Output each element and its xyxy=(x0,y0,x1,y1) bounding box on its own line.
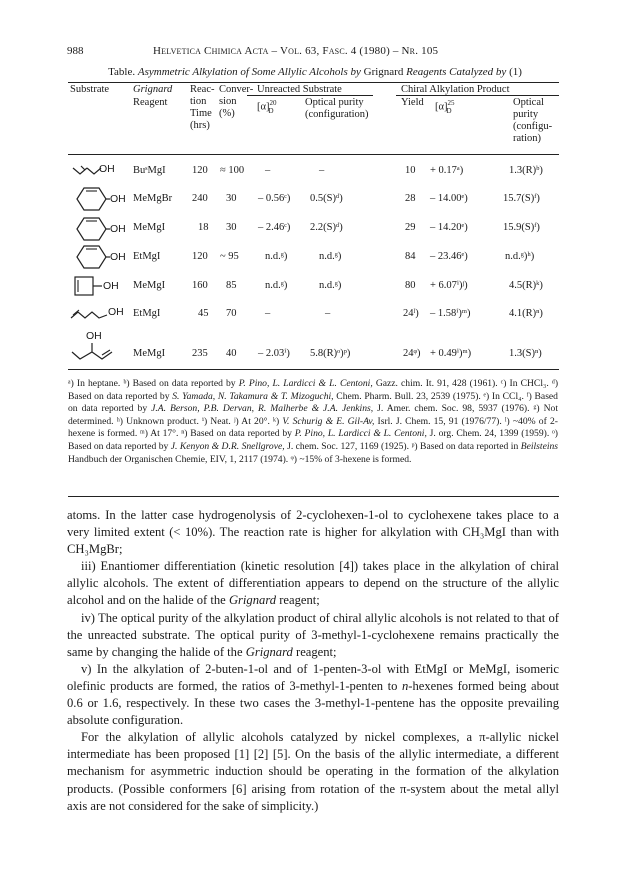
oh-label: OH xyxy=(110,193,126,205)
cyclohexene-icon xyxy=(70,243,110,273)
group-chiral-product: Chiral Alkylation Product xyxy=(401,84,510,95)
cell-yield: 24ˡ) xyxy=(403,308,419,319)
substrate-2-cyclohexen-1-ol-b xyxy=(70,215,140,245)
paragraph: iv) The optical purity of the alkylation product of chiral allylic alcohols is not related to that of the unreacted substrate. The optical purity of 3-methyl-1-cyclohexene remains practically the same by changing the halide of the Grignard reagent; xyxy=(67,610,559,659)
cell-op-product: 15.9(S)ᶠ) xyxy=(503,222,540,233)
cell-time: 160 xyxy=(192,280,208,291)
cell-alpha-unreacted: – xyxy=(265,308,271,319)
group-unreacted-substrate: Unreacted Substrate xyxy=(257,84,342,95)
oh-label: OH xyxy=(99,163,115,175)
paragraph: atoms. In the latter case hydrogenolysis of 2-cyclohexen-1-ol to cyclohexene takes place to a very limited extent (< 10%). The reaction rate is higher for alkylation with CH₃MgI than with CH₃MgBr; xyxy=(67,508,559,557)
header-bottom-rule xyxy=(68,154,559,155)
cell-conversion: 85 xyxy=(226,280,237,291)
caption-title: Asymmetric Alkylation of Some Allylic Alcohols by xyxy=(137,66,361,78)
cell-conversion: 30 xyxy=(226,222,237,233)
cell-time: 240 xyxy=(192,193,208,204)
body-text xyxy=(67,507,559,815)
cell-grignard: MeMgBr xyxy=(133,193,173,204)
oh-label: OH xyxy=(86,330,102,342)
cell-op-product: 4.5(R)ᵏ) xyxy=(509,280,543,291)
cell-yield: 24ᵠ) xyxy=(403,348,421,359)
cell-grignard: MeMgI xyxy=(133,222,166,233)
cell-time: 120 xyxy=(192,165,208,176)
table-top-rule xyxy=(68,82,559,83)
cyclohexene-icon xyxy=(70,185,110,215)
cell-conversion: 30 xyxy=(226,193,237,204)
col-alpha-unreacted: $[\alpha]^{20}_D$ xyxy=(257,99,277,115)
caption-prefix: Table. xyxy=(108,66,136,78)
cell-yield: 84 xyxy=(405,251,416,262)
caption-reagent: Grignard xyxy=(363,66,404,78)
cell-op-unreacted: 0.5(S)ᵈ) xyxy=(310,193,343,204)
cell-grignard: EtMgI xyxy=(133,251,161,262)
cell-conversion: ≈ 100 xyxy=(220,165,245,176)
oh-label: OH xyxy=(103,280,119,292)
caption-mid: Reagents Catalyzed by xyxy=(406,66,507,78)
cell-alpha-product: + 6.07ⁱ)ʲ) xyxy=(430,280,468,291)
cell-op-unreacted: n.d.ᵍ) xyxy=(319,251,342,262)
cell-alpha-product: – 23.46ᵉ) xyxy=(430,251,468,262)
col-yield: Yield xyxy=(401,97,424,108)
cell-op-product: 4.1(R)ⁿ) xyxy=(509,308,543,319)
table-caption xyxy=(70,66,560,78)
col-optical-purity-unreacted: Optical purity (configuration) xyxy=(305,97,369,120)
cell-time: 18 xyxy=(198,222,209,233)
cell-grignard: EtMgI xyxy=(133,308,161,319)
oh-label: OH xyxy=(110,223,126,235)
cell-grignard: BuˢMgI xyxy=(133,165,166,176)
caption-catalyst: (1) xyxy=(509,66,522,78)
oh-label: OH xyxy=(110,251,126,263)
paragraph: For the alkylation of allylic alcohols catalyzed by nickel complexes, a π-allylic nickel intermediate has been proposed [1] [2] [5]. On the basis of the allylic intermediate, a different mechanism for asymmetric induction should be operating in the formation of the alkylation products. (Possible conformers [6] arising from rotation of the π-system about the metal allyl axis are not considered for the sake of simplicity.) xyxy=(67,730,559,813)
substrate-2-buten-1-ol xyxy=(72,160,132,182)
cell-op-product: 15.7(S)ᶠ) xyxy=(503,193,540,204)
col-alpha-product: $[\alpha]^{25}_D$ xyxy=(435,99,455,115)
cell-conversion: ~ 95 xyxy=(220,251,239,262)
cell-op-unreacted: – xyxy=(325,308,331,319)
cell-alpha-product: – 14.00ᵉ) xyxy=(430,193,468,204)
cell-alpha-unreacted: – 2.03ⁱ) xyxy=(258,348,290,359)
cell-time: 235 xyxy=(192,348,208,359)
paragraph: iii) Enantiomer differentiation (kinetic resolution [4]) takes place in the alkylation of chiral allylic alcohols. The extent of differentiation appears to depend on the structure of the allylic alcohol and on the halide of the Grignard reagent; xyxy=(67,559,559,608)
cell-op-unreacted: – xyxy=(319,165,325,176)
cell-alpha-product: – 1.58ⁱ)ᵐ) xyxy=(430,308,471,319)
cyclohexene-icon xyxy=(70,215,110,245)
substrate-2-cyclohexen-1-ol-a xyxy=(70,185,140,215)
cell-op-product: n.d.ᵍ)ʰ) xyxy=(505,251,535,262)
cell-alpha-unreacted: n.d.ᵍ) xyxy=(265,251,288,262)
cell-alpha-unreacted: – 2.46ᶜ) xyxy=(258,222,291,233)
cell-op-unreacted: 2.2(S)ᵈ) xyxy=(310,222,343,233)
cell-alpha-product: + 0.17ᵃ) xyxy=(430,165,464,176)
footnote-rule xyxy=(68,496,559,497)
cell-yield: 80 xyxy=(405,280,416,291)
cell-time: 45 xyxy=(198,308,209,319)
cell-op-product: 1.3(R)ᵇ) xyxy=(509,165,543,176)
substrate-2-cyclopenten-1-ol xyxy=(72,274,142,300)
cell-grignard: MeMgI xyxy=(133,348,166,359)
cell-alpha-unreacted: n.d.ᵍ) xyxy=(265,280,288,291)
journal-title: Helvetica Chimica Acta – Vol. 63, Fasc. 4 (1980) – Nr. 105 xyxy=(153,45,439,57)
cell-alpha-unreacted: – xyxy=(265,165,271,176)
col-substrate: Substrate xyxy=(70,84,110,95)
cell-conversion: 40 xyxy=(226,348,237,359)
cell-time: 120 xyxy=(192,251,208,262)
page-number: 988 xyxy=(67,45,84,57)
substrate-2-cyclohexen-1-ol-c xyxy=(70,243,140,273)
cell-conversion: 70 xyxy=(226,308,237,319)
col-reagent: Reagent xyxy=(133,97,168,108)
table-bottom-rule xyxy=(68,369,559,370)
cell-yield: 29 xyxy=(405,222,416,233)
col-conversion: Conver- sion (%) xyxy=(219,84,254,119)
cell-alpha-unreacted: – 0.56ᶜ) xyxy=(258,193,291,204)
cell-grignard: MeMgI xyxy=(133,280,166,291)
oh-label: OH xyxy=(108,306,124,318)
col-optical-purity-product: Optical purity (configu- ration) xyxy=(513,97,553,144)
col-reaction-time: Reac- tion Time (hrs) xyxy=(190,84,215,131)
cell-yield: 28 xyxy=(405,193,416,204)
cell-op-product: 1.3(S)ⁿ) xyxy=(509,348,542,359)
cell-alpha-product: + 0.49ⁱ)ᵐ) xyxy=(430,348,472,359)
cell-op-unreacted: 5.8(R)ᵒ)ᵖ) xyxy=(310,348,351,359)
col-grignard: Grignard xyxy=(133,84,173,95)
cell-alpha-product: – 14.20ᵉ) xyxy=(430,222,468,233)
cell-yield: 10 xyxy=(405,165,416,176)
table-footnotes: ᵃ) In heptane. ᵇ) Based on data reported by P. Pino, L. Lardicci & L. Centoni, Gazz. chim. It. 91, 428 (1961). ᶜ) In CHCl₃. ᵈ) Based on data reported by S. Yamada, N. Takamura & T. Mizoguchi, Chem. Pharm. Bull. 23, 2539 (1975). ᵉ) In CCl₄. ᶠ) Based on data reported by J.A. Berson, P.B. Dervan, R. Malherbe & J.A. Jenkins, J. Amer. chem. Soc. 98, 5937 (1976). ᵍ) Not determined. ʰ) Unknown product. ⁱ) Neat. ʲ) At 20°. ᵏ) V. Schurig & E. Gil-Av, Isrl. J. Chem. 15, 91 (1976/77). ˡ) ~40% of 2-hexene is formed. ᵐ) At 17°. ⁿ) Based on data reported by P. Pino, L. Lardicci & L. Centoni, J. org. Chem. 24, 1399 (1959). ᵒ) Based on data reported by J. Kenyon & D.R. Snellgrove, J. chem. Soc. 127, 1169 (1925). ᵖ) Based on data reported in Beilsteins Handbuch der Organischen Chemie, EIV, 1, 2117 (1974). ᵠ) ~15% of 3-hexene is formed. xyxy=(68,378,559,465)
cell-op-unreacted: n.d.ᵍ) xyxy=(319,280,342,291)
paragraph: v) In the alkylation of 2-buten-1-ol and of 1-penten-3-ol with EtMgI or MeMgI, isomeric olefinic products are formed, the ratios of 3-methyl-1-penten to n-hexenes formed being about 0.6 or 1.6, respectively. In these two cases the 3-methyl-1-pentene has the opposite prevailing absolute configuration. xyxy=(67,661,559,728)
